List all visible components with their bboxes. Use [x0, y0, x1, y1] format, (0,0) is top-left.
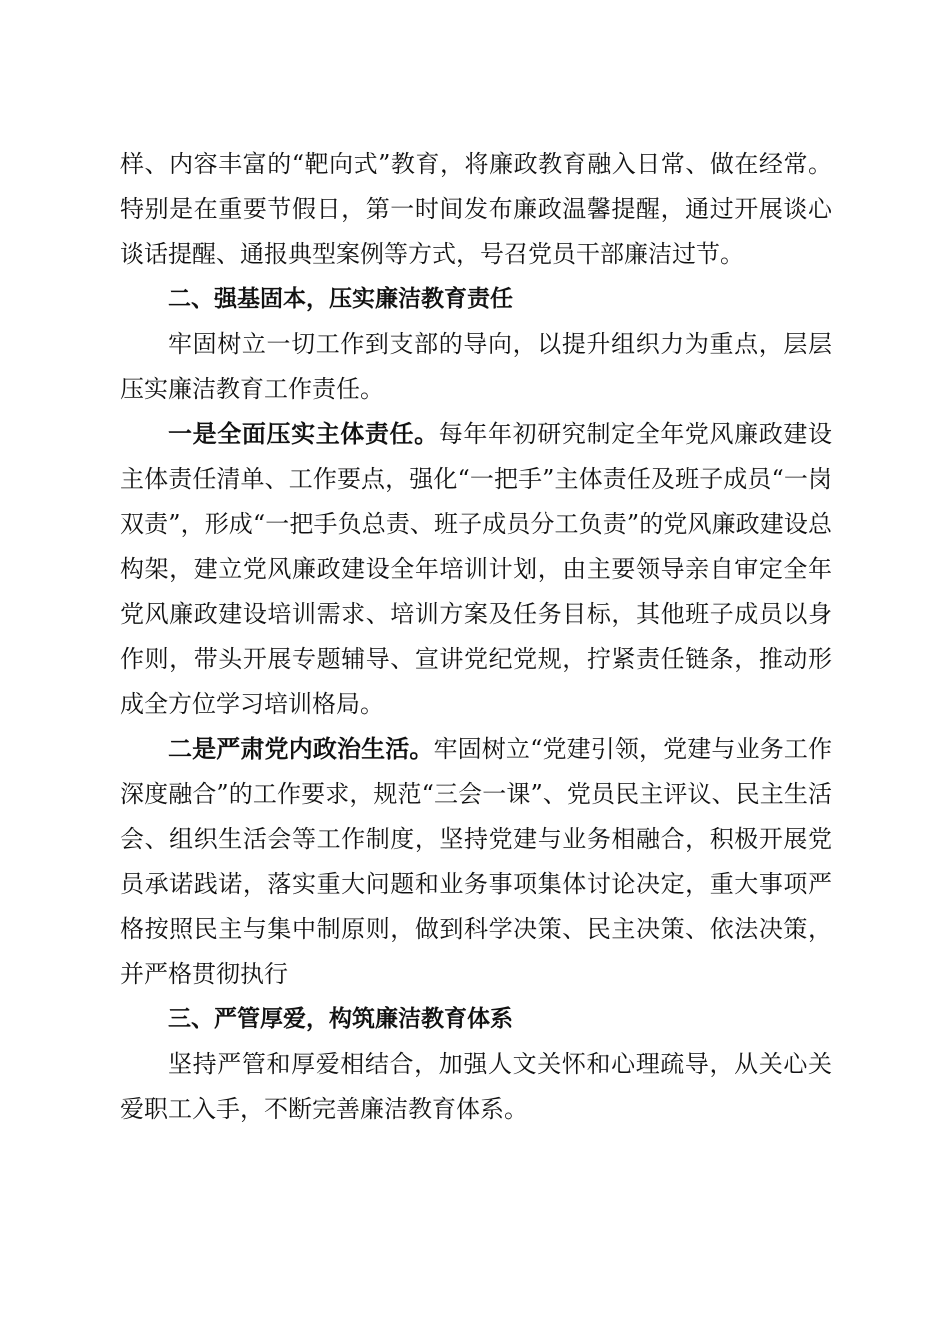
section-2-point-1 [120, 412, 832, 727]
point-2-text: 牢固树立“党建引领，党建与业务工作深度融合”的工作要求，规范“三会一课”、党员民主评议、民主生活会、组织生活会等工作制度，坚持党建与业务相融合，积极开展党员承诺践诺，落实重大问题和业务事项集体讨论决定，重大事项严格按照民主与集中制原则，做到科学决策、民主决策、依法决策，并严格贯彻执行 [120, 735, 832, 988]
section-3-intro: 坚持严管和厚爱相结合，加强人文关怀和心理疏导，从关心关爱职工入手，不断完善廉洁教育体系。 [120, 1050, 832, 1123]
point-1-text: 每年年初研究制定全年党风廉政建设主体责任清单、工作要点，强化“一把手”主体责任及班子成员“一岗双责”，形成“一把手负总责、班子成员分工负责”的党风廉政建设总构架，建立党风廉政建设全年培训计划，由主要领导亲自审定全年党风廉政建设培训需求、培训方案及任务目标，其他班子成员以身作则，带头开展专题辅导、宣讲党纪党规，拧紧责任链条，推动形成全方位学习培训格局。 [120, 420, 833, 718]
section-2-point-2 [120, 727, 832, 997]
continuation-paragraph: 样、内容丰富的“靶向式”教育，将廉政教育融入日常、做在经常。特别是在重要节假日，第一时间发布廉政温馨提醒，通过开展谈心谈话提醒、通报典型案例等方式，号召党员干部廉洁过节。 [120, 150, 832, 268]
document-body [120, 142, 832, 1132]
section-2-intro: 牢固树立一切工作到支部的导向，以提升组织力为重点，层层压实廉洁教育工作责任。 [120, 330, 832, 403]
point-2-lead: 二是严肃党内政治生活。 [168, 735, 434, 763]
section-2-heading: 二、强基固本，压实廉洁教育责任 [168, 286, 513, 312]
point-1-lead: 一是全面压实主体责任。 [168, 420, 439, 448]
section-3-heading: 三、严管厚爱，构筑廉洁教育体系 [168, 1006, 513, 1032]
